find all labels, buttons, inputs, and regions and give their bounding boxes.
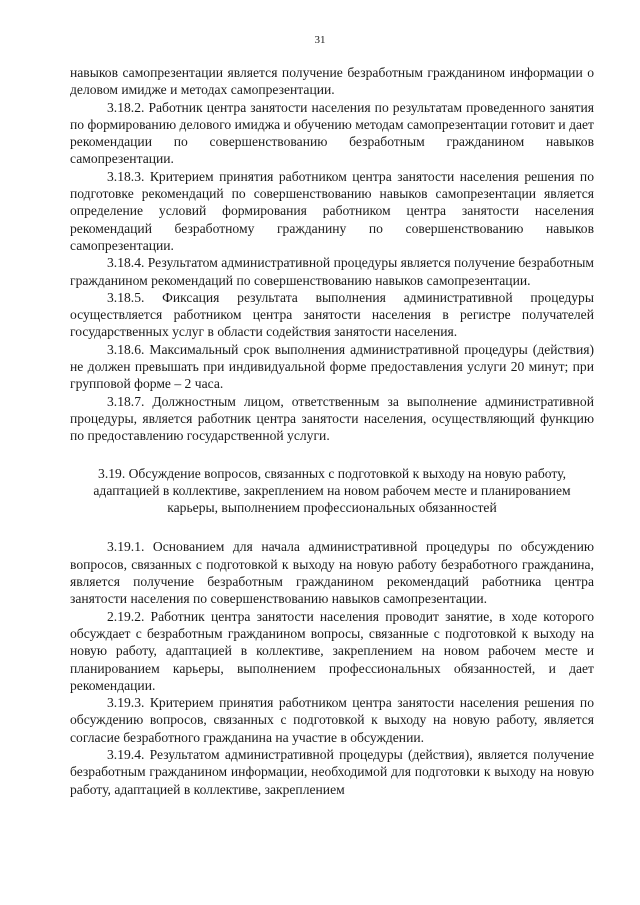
paragraph-3-18-1-continuation: навыков самопрезентации является получение безработным гражданином информации о деловом имидже и методах самопрезентации. (70, 65, 594, 98)
paragraph-3-19-2: 2.19.2. Работник центра занятости населения проводит занятие, в ходе которого обсуждает с безработным гражданином вопросы, связанные с подготовкой к выходу на новую работу, адаптацией в коллективе, закреплением на новом рабочем месте и планированием карьеры, выполнением профессиональных обязанностей, и дает рекомендации. (70, 608, 594, 693)
paragraph-3-18-5: 3.18.5. Фиксация результата выполнения административной процедуры осуществляется работником центра занятости населения в регистре получателей государственных услуг в области содействия занятости населения. (70, 289, 594, 340)
paragraph-3-18-7: 3.18.7. Должностным лицом, ответственным за выполнение административной процедуры, является работник центра занятости населения, осуществляющий функцию по предоставлению государственной услуги. (70, 393, 594, 444)
paragraph-3-19-4: 3.19.4. Результатом административной процедуры (действия), является получение безработным гражданином информации, необходимой для подготовки к выходу на новую работу, адаптацией в коллективе, закреплением (70, 746, 594, 797)
paragraph-3-18-6: 3.18.6. Максимальный срок выполнения административной процедуры (действия) не должен превышать при индивидуальной форме предоставления услуги 20 минут; при групповой форме – 2 часа. (70, 341, 594, 392)
paragraph-3-18-2: 3.18.2. Работник центра занятости населения по результатам проведенного занятия по формированию делового имиджа и обучению методам самопрезентации готовит и дает рекомендации по совершенствованию безработным гражданином навыков самопрезентации. (70, 99, 594, 167)
document-body (70, 64, 594, 798)
paragraph-3-18-3: 3.18.3. Критерием принятия работником центра занятости населения решения по подготовке рекомендаций по совершенствованию навыков самопрезентации является определение условий формирования работником центра занятости населения рекомендаций безработному гражданину по совершенствованию навыков самопрезентации. (70, 168, 594, 253)
paragraph-3-18-4: 3.18.4. Результатом административной процедуры является получение безработным гражданином рекомендаций по совершенствованию навыков самопрезентации. (70, 255, 594, 288)
paragraph-3-19-1: 3.19.1. Основанием для начала административной процедуры по обсуждению вопросов, связанных с подготовкой к выходу на новую работу безработного гражданина, является получение безработным гражданином рекомендаций работника центра занятости населения по совершенствованию навыков самопрезентации. (70, 539, 594, 607)
section-heading-3-19: 3.19. Обсуждение вопросов, связанных с подготовкой к выходу на новую работу, адаптацией в коллективе, закреплением на новом рабочем месте и планированием карьеры, выполнением профессиональных обязанностей (93, 465, 571, 516)
page-number: 31 (314, 34, 326, 46)
paragraph-3-19-3: 3.19.3. Критерием принятия работником центра занятости населения решения по обсуждению вопросов, связанных с подготовкой к выходу на новую работу, является согласие безработного гражданина на участие в обсуждении. (70, 695, 594, 745)
